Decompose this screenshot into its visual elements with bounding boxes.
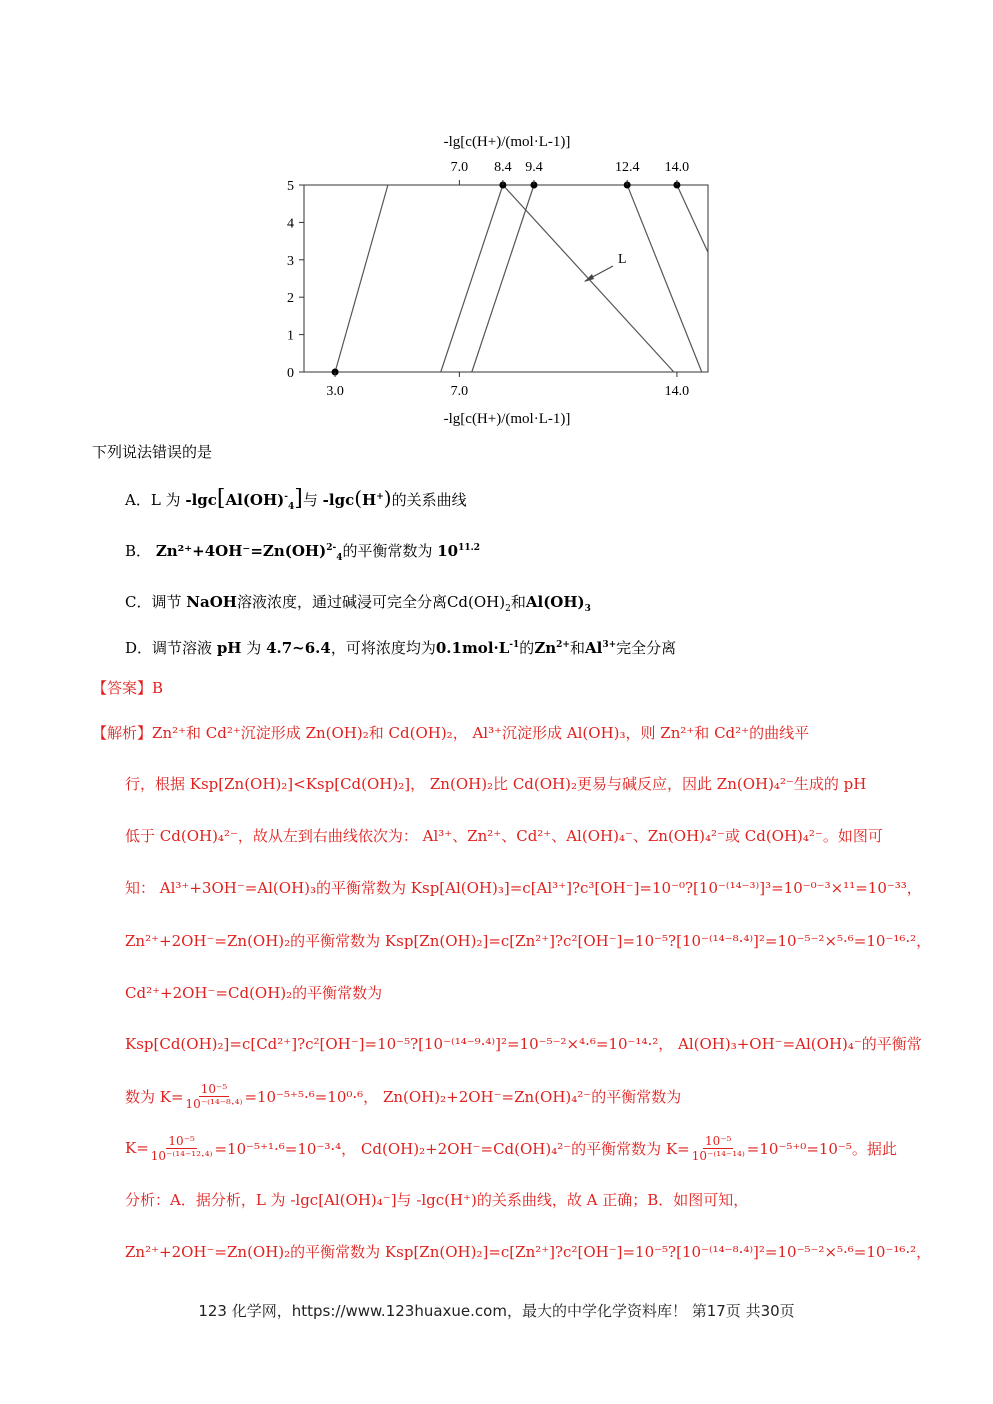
option-a-f3: -lgc (322, 491, 355, 509)
option-d-ph: pH (216, 639, 242, 657)
option-d (125, 637, 676, 658)
option-c-and: 和 (510, 593, 526, 611)
option-c (125, 591, 591, 612)
y-tick-label: 1 (287, 328, 294, 344)
series-line (441, 185, 503, 372)
top-tick-label: 12.4 (614, 160, 640, 175)
option-c-naoh: NaOH (186, 593, 237, 611)
y-tick-label: 3 (287, 253, 294, 269)
analysis-line-2: 行，根据 Ksp[Zn(OH)₂]<Ksp[Cd(OH)₂]， Zn(OH)₂比 Cd(OH)₂更易与碱反应，因此 Zn(OH)₄²⁻生成的 pH (125, 775, 867, 793)
option-a-tail: 的关系曲线 (391, 491, 467, 509)
analysis-line-7: Ksp[Cd(OH)₂]=c[Cd²⁺]?c²[OH⁻]=10⁻⁵?[10⁻⁽¹⁴⁻⁹·⁴⁾]²=10⁻⁵⁻²×⁴·⁶=10⁻¹⁴·²， Al(OH)₃+OH⁻=Al(OH)₄⁻的平衡常 (125, 1035, 922, 1053)
option-b-val: 10 (437, 542, 459, 560)
option-b-mid: 的平衡常数为 (342, 542, 433, 560)
analysis-label: 【解析】 (92, 724, 153, 742)
analysis-line-10: 分析：A．据分析，L 为 -lgc[Al(OH)₄⁻]与 -lgc(H⁺)的关系曲线，故 A 正确；B．如图可知， (125, 1191, 749, 1209)
chart (0, 0, 993, 440)
y-tick-label: 4 (287, 216, 294, 232)
analysis-line-4: 知： Al³⁺+3OH⁻=Al(OH)₃的平衡常数为 Ksp[Al(OH)₃]=c[Al³⁺]?c³[OH⁻]=10⁻⁰?[10⁻⁽¹⁴⁻³⁾]³=10⁻⁰⁻³×¹¹=10⁻³³， (125, 879, 922, 897)
option-d-conc: 0.1mol·L (435, 639, 510, 657)
top-tick-label: 9.4 (525, 160, 543, 175)
fraction-3 (692, 1134, 745, 1163)
bracket-close: ] (294, 486, 303, 511)
top-tick-label: 8.4 (494, 160, 512, 175)
option-c-al: Al(OH) (525, 593, 585, 611)
bottom-tick-label: 7.0 (450, 384, 469, 399)
fraction-3-num: 10⁻⁵ (705, 1133, 732, 1148)
y-tick-label: 5 (287, 179, 294, 194)
analysis-line-3: 低于 Cd(OH)₄²⁻，故从左到右曲线依次为： Al³⁺、Zn²⁺、Cd²⁺、Al(OH)₄⁻、Zn(OH)₄²⁻或 Cd(OH)₄²⁻。如图可 (125, 827, 883, 845)
option-d-zn: Zn (534, 639, 557, 657)
analysis-text-1: Zn²⁺和 Cd²⁺沉淀形成 Zn(OH)₂和 Cd(OH)₂， Al³⁺沉淀形成 Al(OH)₃，则 Zn²⁺和 Cd²⁺的曲线平 (152, 724, 810, 742)
option-d-zn-sup: 2+ (556, 640, 570, 650)
chart-ticks (287, 160, 689, 399)
series-line (627, 185, 702, 372)
option-a (125, 486, 467, 511)
option-c-mid: 溶液浓度，通过碱浸可完全分离 (236, 593, 447, 611)
option-b-eq-sub: 4 (336, 553, 343, 563)
analysis-9c: =10⁻⁵⁺⁰=10⁻⁵。据此 (746, 1139, 897, 1158)
analysis-line-8 (125, 1075, 681, 1117)
option-b-eq-sup: 2- (326, 543, 337, 553)
option-a-f4: H (362, 491, 377, 509)
analysis-8b: =10⁻⁵⁺⁵·⁶=10⁰·⁶， Zn(OH)₂+2OH⁻=Zn(OH)₄²⁻的平衡常数为 (244, 1087, 682, 1106)
option-a-f2-sub: 4 (288, 502, 295, 512)
option-d-mid2: ，可将浓度均为 (330, 639, 436, 657)
page-footer: 123 化学网，https://www.123huaxue.com，最大的中学化学资料库！ 第17页 共30页 (198, 1302, 795, 1320)
top-tick-label: 14.0 (664, 160, 690, 175)
y-tick-label: 0 (287, 366, 294, 381)
option-d-prefix: D．调节溶液 (125, 639, 213, 657)
option-b-val-sup: 11.2 (458, 543, 481, 553)
option-a-f1: -lgc (185, 491, 217, 509)
bottom-tick-label: 14.0 (664, 384, 690, 399)
analysis-line-6: Cd²⁺+2OH⁻=Cd(OH)₂的平衡常数为 (125, 984, 383, 1002)
option-d-tail: 完全分离 (616, 639, 677, 657)
analysis-line-1 (92, 722, 809, 743)
paren-close: ) (383, 486, 392, 510)
option-d-and: 和 (569, 639, 585, 657)
option-b-eq: Zn²⁺+4OH⁻=Zn(OH) (155, 542, 327, 560)
option-a-mid: 与 (302, 491, 318, 509)
option-c-cd-sub: 2 (505, 604, 511, 614)
bottom-axis-label: -lg[c(H+)/(mol·L-1)] (443, 411, 571, 427)
fraction-2 (151, 1134, 213, 1163)
top-axis-label: -lg[c(H+)/(mol·L-1)] (443, 134, 571, 150)
fraction-1-den: 10⁻⁽¹⁴⁻⁸·⁴⁾ (185, 1096, 243, 1111)
fraction-3-den: 10⁻⁽¹⁴⁻¹⁴⁾ (691, 1148, 745, 1163)
fraction-1 (186, 1082, 243, 1111)
fraction-2-num: 10⁻⁵ (168, 1133, 195, 1148)
option-a-f2-sup: - (284, 492, 289, 502)
analysis-8a: 数为 K= (125, 1087, 184, 1106)
answer-label: 【答案】 (92, 679, 153, 697)
answer-line (92, 677, 163, 698)
y-tick-label: 2 (287, 291, 294, 307)
bracket-open: [ (216, 486, 226, 511)
chart-points (332, 182, 681, 376)
paren-open: ( (354, 486, 363, 510)
series-line (472, 185, 534, 372)
option-c-cd: Cd(OH) (446, 593, 506, 611)
answer-value: B (152, 679, 164, 697)
option-d-al: Al (585, 639, 603, 657)
top-tick-label: 7.0 (450, 160, 469, 175)
question-text: 下列说法错误的是 (92, 443, 213, 461)
option-d-mid3: 的 (519, 639, 535, 657)
option-d-mid1: 为 (246, 639, 262, 657)
option-a-f4-sup: + (376, 492, 384, 502)
analysis-line-5: Zn²⁺+2OH⁻=Zn(OH)₂的平衡常数为 Ksp[Zn(OH)₂]=c[Zn²⁺]?c²[OH⁻]=10⁻⁵?[10⁻⁽¹⁴⁻⁸·⁴⁾]²=10⁻⁵⁻²×⁵·⁶=10⁻¹⁶·²， (125, 932, 932, 950)
series-line (677, 185, 708, 252)
curve-label-L: L (618, 252, 627, 267)
fraction-2-den: 10⁻⁽¹⁴⁻¹²·⁴⁾ (150, 1148, 213, 1163)
analysis-line-9 (125, 1127, 897, 1169)
bottom-tick-label: 3.0 (326, 384, 344, 399)
analysis-9b: =10⁻⁵⁺¹·⁶=10⁻³·⁴， Cd(OH)₂+2OH⁻=Cd(OH)₄²⁻的平衡常数为 K= (214, 1139, 690, 1158)
option-c-al-sub: 3 (584, 604, 591, 614)
option-d-range: 4.7~6.4 (266, 639, 331, 657)
option-b (125, 540, 480, 561)
fraction-1-num: 10⁻⁵ (200, 1081, 228, 1096)
series-line (335, 185, 388, 372)
analysis-line-11: Zn²⁺+2OH⁻=Zn(OH)₂的平衡常数为 Ksp[Zn(OH)₂]=c[Zn²⁺]?c²[OH⁻]=10⁻⁵?[10⁻⁽¹⁴⁻⁸·⁴⁾]²=10⁻⁵⁻²×⁵·⁶=10⁻¹⁶·²， (125, 1243, 932, 1261)
option-d-conc-sup: -1 (509, 640, 520, 650)
option-c-prefix: C．调节 (125, 593, 182, 611)
option-a-f2: Al(OH) (225, 491, 285, 509)
option-d-al-sup: 3+ (602, 640, 617, 650)
option-b-prefix: B． (125, 542, 152, 560)
chart-series (335, 185, 708, 372)
option-a-prefix: A．L 为 (125, 491, 181, 509)
analysis-9a: K= (125, 1139, 149, 1157)
